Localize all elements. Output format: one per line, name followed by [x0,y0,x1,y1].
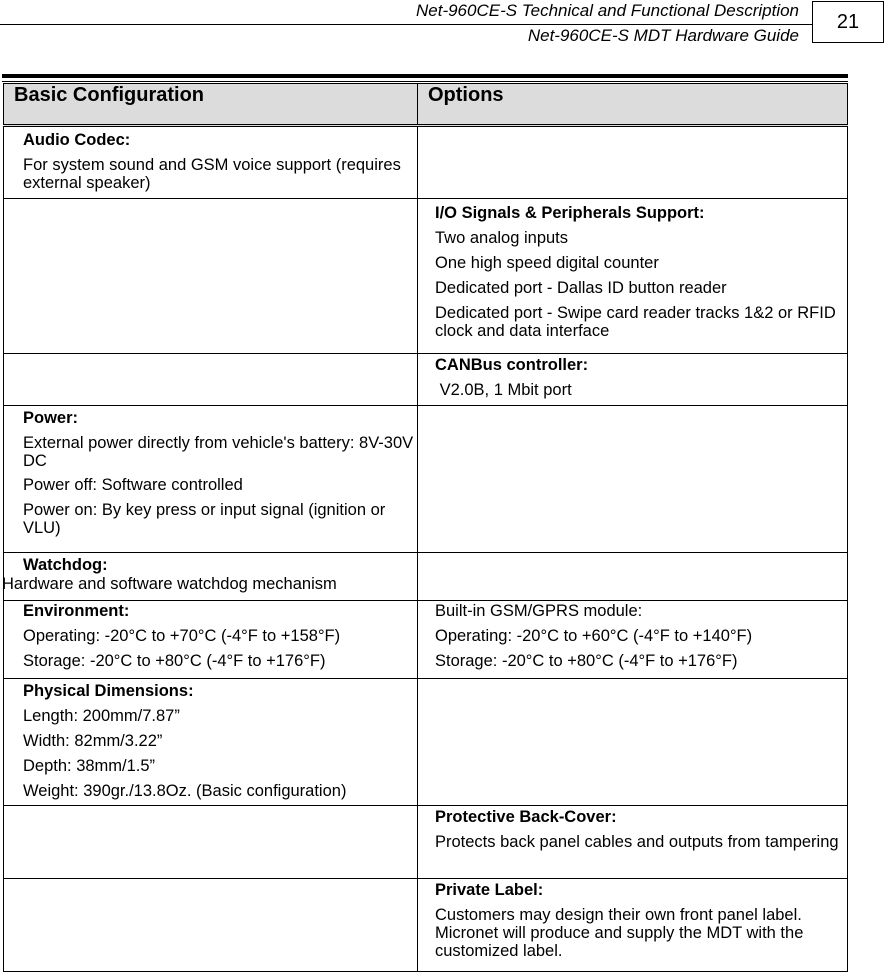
cell-heading: Audio Codec: [23,131,131,149]
cell-line: Operating: -20°C to +70°C (-4°F to +158°F) [23,627,341,645]
basic-cell [4,199,418,354]
cell-line: Dedicated port - Dallas ID button reader [435,279,727,297]
table-row [4,199,848,354]
table-row [4,553,848,601]
document-subtitle: Net-960CE-S MDT Hardware Guide [527,26,799,45]
table-row [4,354,848,406]
cell-heading: Physical Dimensions: [23,682,194,700]
table-top-rule [2,74,848,78]
table-row [4,679,848,806]
cell-line: Two analog inputs [435,229,569,247]
cell-line: Length: 200mm/7.87” [23,707,180,725]
table-row [4,601,848,679]
options-cell [418,806,848,879]
table-row [4,406,848,553]
cell-line: Dedicated port - Swipe card reader tracks 1&2 or RFID clock and data interface [435,304,836,340]
page-number: 21 [812,1,884,43]
cell-line: Power off: Software controlled [23,476,243,494]
basic-cell [4,806,418,879]
basic-cell [4,126,418,199]
cell-heading: Watchdog: [23,556,108,574]
table-row [4,126,848,199]
options-cell [418,879,848,972]
options-cell [418,679,848,806]
cell-line: Power on: By key press or input signal (ignition or VLU) [23,501,386,537]
options-cell [418,126,848,199]
options-cell [418,601,848,679]
basic-cell [4,679,418,806]
options-cell [418,354,848,406]
header-rule [0,24,812,25]
document-title: Net-960CE-S Technical and Functional Description [415,1,799,20]
table-row [4,879,848,972]
cell-heading: Power: [23,409,79,427]
cell-heading: Environment: [23,602,130,620]
spec-table [3,83,848,972]
cell-line: Storage: -20°C to +80°C (-4°F to +176°F) [435,652,738,670]
cell-line: Built-in GSM/GPRS module: [435,602,643,620]
basic-cell [4,601,418,679]
column-header-options: Options [418,84,848,126]
options-cell [418,553,848,601]
cell-line: Width: 82mm/3.22” [23,732,163,750]
cell-line: Customers may design their own front panel label. Micronet will produce and supply the MDT with the customized label. [435,906,804,960]
basic-cell [4,354,418,406]
basic-cell [4,406,418,553]
table-row [4,806,848,879]
cell-line: V2.0B, 1 Mbit port [435,381,572,399]
options-cell [418,199,848,354]
cell-heading: Private Label: [435,881,544,899]
cell-heading: CANBus controller: [435,356,589,374]
table-header-row [4,84,848,126]
cell-line: For system sound and GSM voice support (requires external speaker) [23,156,401,192]
cell-line: Storage: -20°C to +80°C (-4°F to +176°F) [23,652,326,670]
column-header-basic: Basic Configuration [4,84,418,126]
basic-cell [4,553,418,601]
table-top-rule-thin [2,81,848,82]
cell-line: Protects back panel cables and outputs from tampering [435,833,839,851]
cell-heading: Protective Back-Cover: [435,808,617,826]
cell-heading: I/O Signals & Peripherals Support: [435,204,705,222]
cell-line: Weight: 390gr./13.8Oz. (Basic configuration) [23,782,347,800]
cell-line: External power directly from vehicle's battery: 8V-30V DC [23,434,414,470]
options-cell [418,406,848,553]
basic-cell [4,879,418,972]
cell-line: Operating: -20°C to +60°C (-4°F to +140°F) [435,627,753,645]
cell-line: One high speed digital counter [435,254,659,272]
cell-line: Depth: 38mm/1.5” [23,757,156,775]
cell-line: Hardware and software watchdog mechanism [2,575,337,593]
